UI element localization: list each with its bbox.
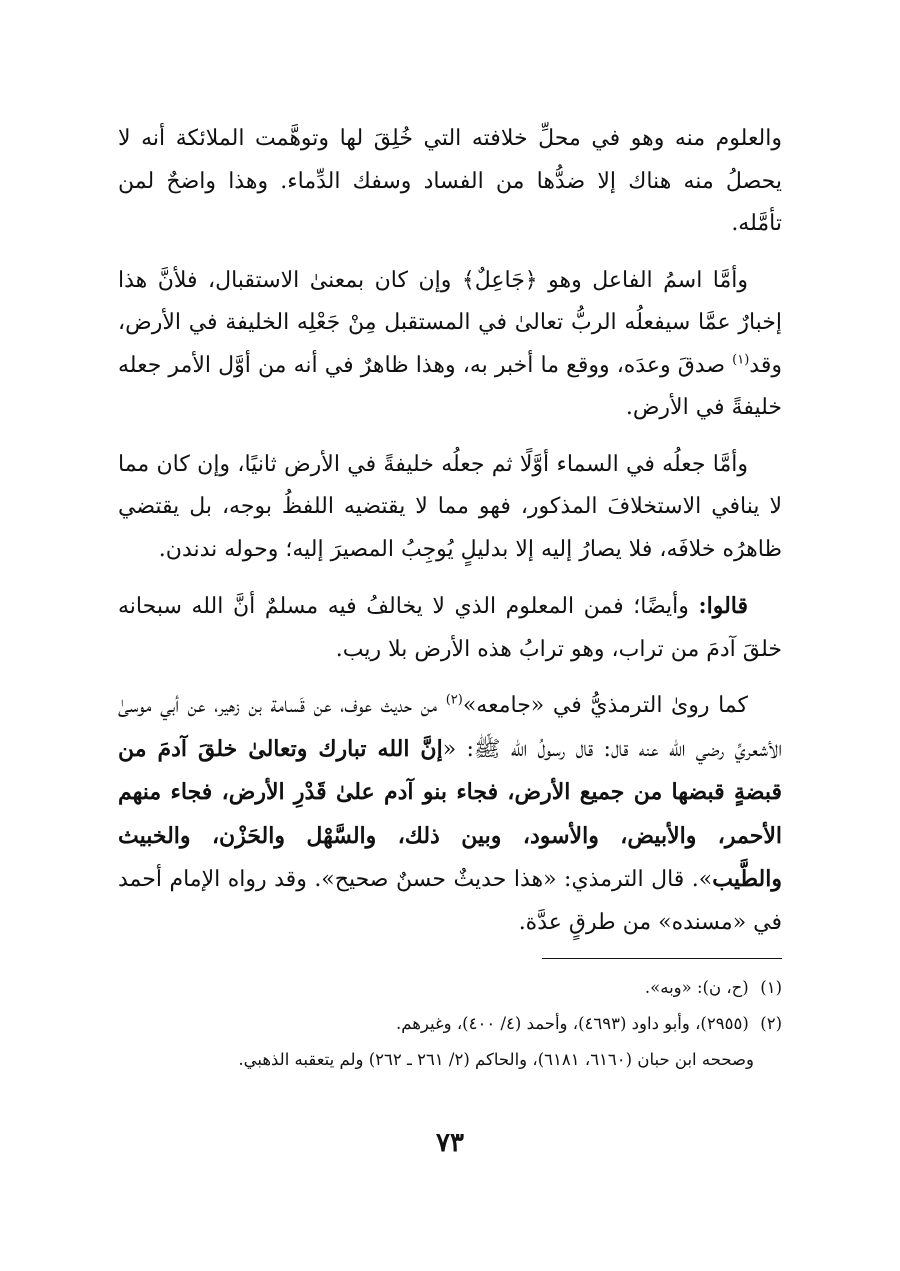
footnote-2-continuation: [118, 1045, 782, 1075]
footnote-2: [118, 1009, 782, 1039]
footnote-ref-2[interactable]: (٢): [445, 692, 463, 708]
footnotes: [118, 973, 782, 1075]
hadith-quote: إنَّ الله تبارك وتعالىٰ خلقَ آدمَ من قبضةٍ قبضها من جميع الأرض، فجاء بنو آدم علىٰ قَدْرِ الأرض، فجاء منهم الأحمر، والأبيض، والأسود، وبين ذلك، والسَّهْل والحَزْن، والخبيث والطَّيب: [118, 735, 782, 892]
paragraph-5: [118, 685, 782, 944]
footnote-2-text: (٢٩٥٥)، وأبو داود (٤٦٩٣)، وأحمد (٤/ ٤٠٠)، وغيرهم.: [395, 1014, 749, 1033]
paragraph-1: [118, 118, 782, 246]
paragraph-5-text-a: كما روىٰ الترمذيُّ في «جامعه»: [462, 693, 748, 718]
footnote-1-number: (١): [760, 978, 782, 997]
paragraph-4-lead: قالوا:: [698, 593, 748, 619]
paragraph-4-text: وأيضًا؛ فمن المعلوم الذي لا يخالفُ فيه مسلمٌ أنَّ الله سبحانه خلقَ آدمَ من تراب، وهو ترابُ هذه الأرض بلا ريب.: [118, 594, 782, 662]
paragraph-2-text-b: صدقَ وعدَه، ووقع ما أخبر به، وهذا ظاهرٌ في أنه من أوَّل الأمر جعله خليفةً في الأرض.: [118, 352, 782, 420]
page-number: ٧٣: [436, 1128, 464, 1158]
paragraph-5-text-b: من حديث عوف، عن قَسامة بن زهير، عن أبي موسىٰ الأشعريِّ رضي الله عنه قال: قال رسولُ الله ﷺ: «: [118, 693, 783, 762]
paragraph-3: [118, 444, 782, 572]
footnote-2-continuation-text: وصححه ابن حبان (٦١٦٠، ٦١٨١)، والحاكم (٢/ ٢٦١ ـ ٢٦٢) ولم يتعقبه الذهبي.: [238, 1050, 754, 1069]
paragraph-4: [118, 585, 782, 671]
footnote-1-text: (ح، ن): «وبه».: [644, 978, 749, 997]
footnote-ref-1[interactable]: (١): [732, 352, 750, 368]
footnote-divider: [542, 958, 782, 959]
paragraph-1-text: والعلوم منه وهو في محلِّ خلافته التي خُلِقَ لها وتوهَّمت الملائكة أنه لا يحصلُ منه هناك إلا ضدُّها من الفساد وسفك الدِّماء. وهذا واضحٌ لمن تأمَّله.: [118, 126, 782, 236]
document-page: [118, 118, 782, 1271]
paragraph-3-text: وأمَّا جعلُه في السماء أوَّلًا ثم جعلُه خليفةً في الأرض ثانيًا، وإن كان مما لا ينافي الاستخلافَ المذكور، فهو مما لا يقتضيه اللفظُ بوجه، بل يقتضي ظاهرُه خلافَه، فلا يصارُ إليه إلا بدليلٍ يُوجِبُ المصيرَ إليه؛ وحوله ندندن.: [118, 451, 782, 562]
paragraph-5-text-c: ». قال الترمذي: «هذا حديثٌ حسنٌ صحيح». وقد رواه الإمام أحمد في «مسنده» من طرقٍ عدَّة.: [118, 867, 782, 935]
footnote-2-number: (٢): [760, 1014, 782, 1033]
paragraph-2-text-a: وأمَّا اسمُ الفاعل وهو ﴿جَاعِلٌ﴾ وإن كان بمعنىٰ الاستقبال، فلأنَّ هذا إخبارٌ عمَّا سيفعلُه الربُّ تعالىٰ في المستقبل مِنْ جَعْلِه الخليفة في الأرض، وقد: [118, 267, 782, 378]
footnote-1: [118, 973, 782, 1003]
paragraph-2: [118, 260, 782, 430]
